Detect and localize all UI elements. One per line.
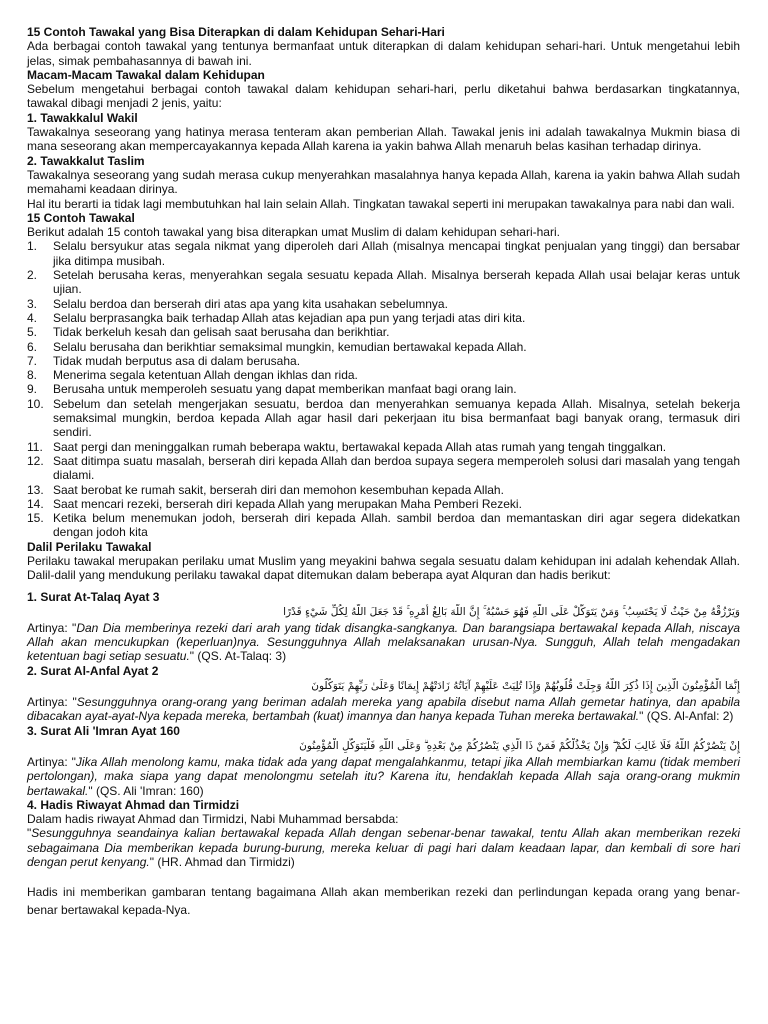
verse-1-heading: 1. Surat At-Talaq Ayat 3 bbox=[27, 589, 160, 604]
quote-text: Sesungguhnya seandainya kalian bertawakal kepada Allah dengan sebenar-benar tawakal, tentu Allah akan memberikan rezeki sebagaimana Dia memberikan kepada burung-burung, mereka keluar di pagi hari dalam keadaan lapar, dan kembali di sore hari dengan perut kenyang. bbox=[27, 826, 740, 870]
wakil-text: Tawakalnya seseorang yang hatinya merasa tenteram akan pemberian Allah. Tawakal jenis ini adalah tawakalnya Mukmin biasa di mana seseorang akan mempercayakannya kepada Allah karena ia yakin bahwa Allah menaruh belas kasihan terhadap dirinya. bbox=[27, 125, 740, 154]
meaning-label: Artinya: " bbox=[27, 754, 76, 769]
verse-3-meaning bbox=[27, 755, 740, 798]
verse-3-heading: 3. Surat Ali 'Imran Ayat 160 bbox=[27, 723, 180, 738]
wakil-heading: 1. Tawakkalul Wakil bbox=[27, 110, 138, 125]
list-text: Sebelum dan setelah mengerjakan sesuatu, berdoa dan menyerahkan semuanya kepada Allah. Misalnya, setelah bekerja semaksimal mungkin, berdoa kepada Allah agar hasil dari pekerjaan itu bisa bermanfaat bagi banyak orang, termasuk diri sendiri. bbox=[53, 396, 740, 440]
list-item bbox=[27, 511, 740, 540]
list-number: 15. bbox=[27, 511, 44, 526]
list-item bbox=[27, 397, 740, 440]
list-number: 12. bbox=[27, 453, 44, 468]
quote-source: " (HR. Ahmad dan Tirmidzi) bbox=[149, 855, 295, 870]
list-number: 3. bbox=[27, 296, 38, 311]
list-number: 8. bbox=[27, 368, 38, 383]
document-page bbox=[27, 25, 740, 919]
list-text: Menerima segala ketentuan Allah dengan ikhlas dan rida. bbox=[53, 368, 358, 383]
examples-heading: 15 Contoh Tawakal bbox=[27, 210, 135, 225]
meaning-label: Artinya: " bbox=[27, 620, 77, 635]
list-item bbox=[27, 454, 740, 483]
list-number: 10. bbox=[27, 396, 44, 411]
verse-3-arabic: إِنْ يَنْصُرْكُمُ اللَّهُ فَلَا غَالِبَ لَكُمْ ۖ وَإِنْ يَخْذُلْكُمْ فَمَنْ ذَا الَّذِي يَنْصُرُكُمْ مِنْ بَعْدِهِ ۗ وَعَلَى اللَّهِ فَلْيَتَوَكَّلِ الْمُؤْمِنُونَ bbox=[299, 739, 740, 752]
list-number: 7. bbox=[27, 353, 38, 368]
dalil-intro: Perilaku tawakal merupakan perilaku umat Muslim yang meyakini bahwa segala sesuatu dalam kehidupan ini adalah kehendak Allah. Dalil-dalil yang mendukung perilaku tawakal dapat ditemukan dalam beberapa ayat Alquran dan hadis berikut: bbox=[27, 553, 740, 583]
list-text: Selalu berprasangka baik terhadap Allah atas kejadian apa pun yang terjadi atas diri kita. bbox=[53, 310, 526, 325]
intro-paragraph: Ada berbagai contoh tawakal yang tentunya bermanfaat untuk diterapkan di dalam kehidupan sehari-hari. Untuk mengetahui lebih jelas, simak pembahasannya di bawah ini. bbox=[27, 39, 740, 68]
verse-2-meaning bbox=[27, 695, 740, 724]
list-text: Saat mencari rezeki, berserah diri kepada Allah yang merupakan Maha Pemberi Rezeki. bbox=[53, 496, 522, 511]
list-number: 14. bbox=[27, 496, 44, 511]
list-text: Tidak berkeluh kesah dan gelisah saat berusaha dan berikhtiar. bbox=[53, 325, 390, 340]
list-item bbox=[27, 368, 740, 382]
list-number: 9. bbox=[27, 382, 38, 397]
list-item bbox=[27, 440, 740, 454]
meaning-text: Jika Allah menolong kamu, maka tidak ada yang dapat mengalahkanmu, tetapi jika Allah membiarkan kamu (tidak memberi pertolongan), maka siapa yang dapat menolongmu setelah itu? Karena itu, hendaklah kepada Allah saja orang-orang mukmin bertawakal. bbox=[27, 754, 740, 798]
list-item bbox=[27, 382, 740, 396]
taslim-text: Tawakalnya seseorang yang sudah merasa cukup menyerahkan masalahnya hanya kepada Allah, karena ia yakin bahwa Allah sudah memahami keadaan dirinya. bbox=[27, 167, 740, 197]
list-item bbox=[27, 297, 740, 311]
examples-list bbox=[27, 239, 740, 539]
hadith-heading: 4. Hadis Riwayat Ahmad dan Tirmidzi bbox=[27, 797, 240, 812]
list-text: Setelah berusaha keras, menyerahkan segala sesuatu kepada Allah. Misalnya berserah kepada Allah usai belajar keras untuk ujian. bbox=[53, 268, 740, 297]
document-title: 15 Contoh Tawakal yang Bisa Diterapkan di dalam Kehidupan Sehari-Hari bbox=[27, 25, 445, 39]
verse-1-arabic: وَيَرْزُقْهُ مِنْ حَيْثُ لَا يَحْتَسِبُ ۚ وَمَنْ يَتَوَكَّلْ عَلَى اللَّهِ فَهُوَ حَسْبُهُ ۚ إِنَّ اللَّهَ بَالِغُ أَمْرِهِ ۚ قَدْ جَعَلَ اللَّهُ لِكُلِّ شَيْءٍ قَدْرًا bbox=[283, 605, 740, 618]
taslim-heading: 2. Tawakkalut Taslim bbox=[27, 153, 145, 168]
examples-intro: Berikut adalah 15 contoh tawakal yang bisa diterapkan umat Muslim di dalam kehidupan sehari-hari. bbox=[27, 225, 560, 240]
meaning-label: Artinya: " bbox=[27, 695, 77, 710]
meaning-text: Sesungguhnya orang-orang yang beriman adalah mereka yang apabila disebut nama Allah gemetar hatinya, dan apabila dibacakan ayat-ayat-Nya kepada mereka, bertambah (kuat) imannya dan hanya kepada Tuhan mereka bertawakal. bbox=[27, 695, 740, 724]
list-number: 11. bbox=[27, 439, 43, 454]
list-number: 13. bbox=[27, 482, 44, 497]
list-item bbox=[27, 483, 740, 497]
list-number: 5. bbox=[27, 325, 38, 340]
list-item bbox=[27, 325, 740, 339]
list-item bbox=[27, 311, 740, 325]
hadith-quote bbox=[27, 826, 740, 869]
hadith-intro: Dalam hadis riwayat Ahmad dan Tirmidzi, Nabi Muhammad bersabda: bbox=[27, 812, 399, 827]
meaning-source: " (QS. Ali 'Imran: 160) bbox=[88, 783, 204, 798]
list-text: Saat berobat ke rumah sakit, berserah diri dan memohon kesembuhan kepada Allah. bbox=[53, 482, 504, 497]
list-text: Selalu bersyukur atas segala nikmat yang diperoleh dari Allah (misalnya mencapai tingkat penjualan yang tinggi) dan bersabar jika ditimpa musibah. bbox=[53, 239, 740, 268]
list-text: Saat pergi dan meninggalkan rumah beberapa waktu, bertawakal kepada Allah atas rumah yang tengah tinggalkan. bbox=[53, 439, 667, 454]
list-text: Berusaha untuk memperoleh sesuatu yang dapat memberikan manfaat bagi orang lain. bbox=[53, 382, 517, 397]
meaning-source: " (QS. At-Talaq: 3) bbox=[189, 649, 287, 664]
closing-paragraph: Hadis ini memberikan gambaran tentang bagaimana Allah akan memberikan rezeki dan perlindungan kepada orang yang benar-benar bertawakal kepada-Nya. bbox=[27, 885, 740, 918]
types-heading: Macam-Macam Tawakal dalam Kehidupan bbox=[27, 67, 265, 82]
list-number: 4. bbox=[27, 310, 38, 325]
quote-open: " bbox=[27, 826, 32, 841]
list-item bbox=[27, 239, 740, 268]
types-intro: Sebelum mengetahui berbagai contoh tawakal dalam kehidupan sehari-hari, perlu diketahui bahwa berdasarkan tingkatannya, tawakal dibagi menjadi 2 jenis, yaitu: bbox=[27, 82, 740, 111]
list-item bbox=[27, 340, 740, 354]
list-text: Selalu berusaha dan berikhtiar semaksimal mungkin, kemudian bertawakal kepada Allah. bbox=[53, 339, 527, 354]
list-text: Ketika belum menemukan jodoh, berserah diri kepada Allah. sambil berdoa dan memantaskan diri agar segera didekatkan dengan jodoh kita bbox=[53, 511, 740, 540]
verse-1-meaning bbox=[27, 621, 740, 664]
verse-2-arabic: إِنَّمَا الْمُؤْمِنُونَ الَّذِينَ إِذَا ذُكِرَ اللَّهُ وَجِلَتْ قُلُوبُهُمْ وَإِذَا تُلِيَتْ عَلَيْهِمْ آيَاتُهُ زَادَتْهُمْ إِيمَانًا وَعَلَىٰ رَبِّهِمْ يَتَوَكَّلُونَ bbox=[311, 680, 740, 693]
list-text: Tidak mudah berputus asa di dalam berusaha. bbox=[53, 353, 301, 368]
list-number: 6. bbox=[27, 339, 38, 354]
list-number: 2. bbox=[27, 268, 38, 283]
list-text: Saat ditimpa suatu masalah, berserah diri kepada Allah dan berdoa supaya segera memperoleh solusi dari masalah yang tengah dialami. bbox=[53, 453, 740, 483]
list-item bbox=[27, 268, 740, 297]
meaning-text: Dan Dia memberinya rezeki dari arah yang tidak disangka-sangkanya. Dan barangsiapa bertawakal kepada Allah, niscaya Allah akan mencukupkan (keperluan)nya. Sesungguhnya Allah melaksanakan urusan-Nya. Sungguh, Allah telah mengadakan ketentuan bagi setiap sesuatu. bbox=[27, 620, 740, 664]
list-text: Selalu berdoa dan berserah diri atas apa yang kita usahakan sebelumnya. bbox=[53, 296, 448, 311]
list-item bbox=[27, 497, 740, 511]
meaning-source: " (QS. Al-Anfal: 2) bbox=[639, 709, 734, 724]
verse-2-heading: 2. Surat Al-Anfal Ayat 2 bbox=[27, 663, 159, 678]
list-item bbox=[27, 354, 740, 368]
dalil-heading: Dalil Perilaku Tawakal bbox=[27, 539, 152, 554]
list-number: 1. bbox=[27, 239, 38, 254]
taslim-text-2: Hal itu berarti ia tidak lagi membutuhkan hal lain selain Allah. Tingkatan tawakal seperti ini merupakan tawakalnya para nabi dan wali. bbox=[27, 196, 735, 211]
